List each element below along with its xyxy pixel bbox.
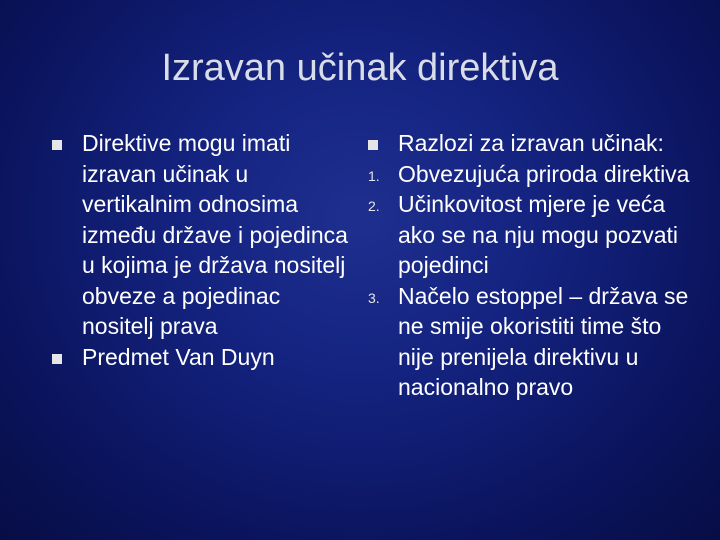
numbered-item-text: Načelo estoppel – država se ne smije okoristiti time što nije prenijela direktivu u nacionalno pravo [398, 282, 689, 400]
item-number: 2. [368, 198, 380, 214]
square-bullet-icon [368, 140, 378, 150]
list-item [358, 128, 693, 159]
square-bullet-icon [52, 354, 62, 364]
list-item-text: Direktive mogu imati izravan učinak u vertikalnim odnosima između države i pojedinca u kojima je država nositelj obveze a pojedinac nositelj prava [82, 130, 348, 339]
item-number: 1. [368, 167, 380, 184]
list-heading-text: Razlozi za izravan učinak: [398, 130, 664, 156]
square-bullet-icon [52, 140, 62, 150]
right-column [358, 128, 693, 403]
list-item-text: Predmet Van Duyn [82, 343, 275, 370]
numbered-item-text: Učinkovitost mjere je veća ako se na nju mogu pozvati pojedinci [398, 191, 679, 278]
list-item [42, 128, 352, 342]
numbered-item-text: Obvezujuća priroda direktiva [398, 160, 690, 187]
item-number: 3. [368, 289, 380, 306]
list-item [42, 342, 352, 373]
numbered-item [358, 281, 693, 403]
numbered-item [358, 159, 693, 190]
left-column [42, 128, 352, 372]
numbered-item [358, 189, 693, 281]
slide-title: Izravan učinak direktiva [161, 47, 559, 89]
